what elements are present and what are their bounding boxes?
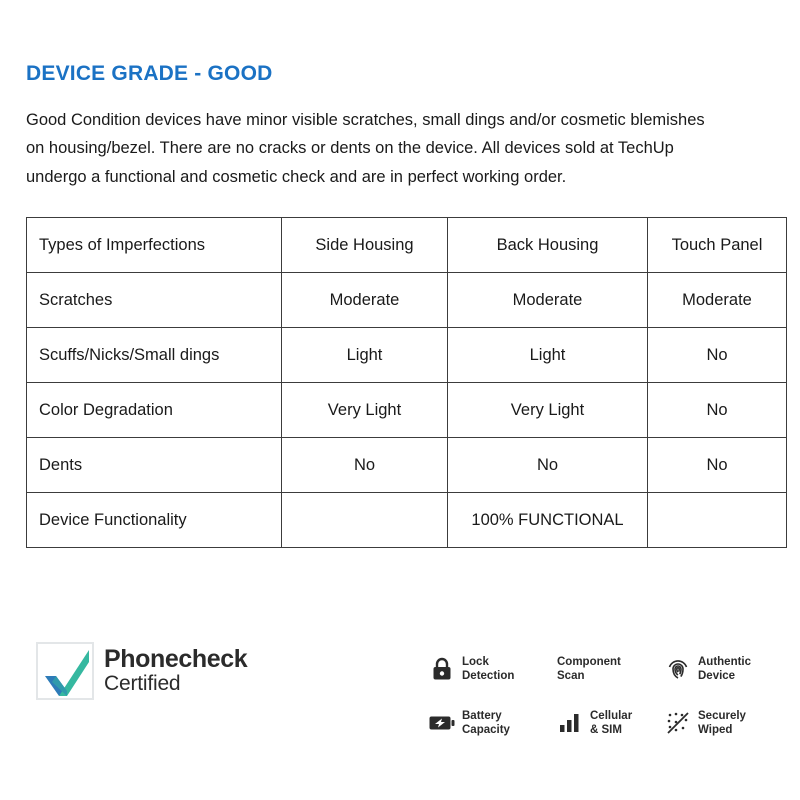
feature-label [698,709,746,738]
wiped-icon [665,710,691,736]
phonecheck-wordmark [104,646,247,696]
feature-line-1: Securely [698,709,746,722]
cell-scratches-touch: Moderate [648,273,787,328]
row-label-color-degradation: Color Degradation [27,383,282,438]
row-label-dents: Dents [27,438,282,493]
checkmark-badge [36,642,94,700]
feature-line-1: Battery [462,709,502,722]
phonecheck-certified-logo [36,642,247,700]
feature-component-scan [557,644,665,694]
feature-cellular-sim [557,698,665,748]
table-row [27,438,787,493]
feature-label [462,709,510,738]
column-header-back-housing: Back Housing [448,218,648,273]
table-row [27,328,787,383]
feature-line-2: & SIM [590,724,622,736]
cell-scuffs-back: Light [448,328,648,383]
cell-scuffs-side: Light [282,328,448,383]
checkmark-icon [45,650,89,696]
cell-color-side: Very Light [282,383,448,438]
certification-features [429,644,789,748]
footer [24,632,776,752]
lock-icon [429,656,455,682]
cell-dents-side: No [282,438,448,493]
cell-color-touch: No [648,383,787,438]
feature-line-1: Authentic [698,655,752,668]
table-row [27,383,787,438]
logo-line-1: Phonecheck [104,645,248,674]
feature-line-2: Device [698,670,736,682]
row-label-scratches: Scratches [27,273,282,328]
table-row [27,273,787,328]
cell-scuffs-touch: No [648,328,787,383]
table-row [27,493,787,548]
intro-paragraph: Good Condition devices have minor visible scratches, small dings and/or cosmetic blemishes on housing/bezel. There are no cracks or dents on the device. All devices sold at TechUp undergo a functional and cosmetic check and are in perfect working order. [26,111,705,186]
table-header-row [27,218,787,273]
cell-dents-back: No [448,438,648,493]
feature-label [590,709,632,738]
feature-line-1: Cellular [590,709,633,722]
cell-dents-touch: No [648,438,787,493]
feature-securely-wiped [665,698,789,748]
feature-line-2: Scan [557,670,585,682]
cell-scratches-back: Moderate [448,273,648,328]
fingerprint-icon [665,656,691,682]
feature-label [557,655,621,684]
cell-color-back: Very Light [448,383,648,438]
feature-authentic-device [665,644,789,694]
feature-line-1: Component [557,655,621,668]
page-title: DEVICE GRADE - GOOD [26,62,273,85]
cell-functionality-back: 100% FUNCTIONAL [448,493,648,548]
signal-bars-icon [557,710,583,736]
battery-icon [429,710,455,736]
column-header-types: Types of Imperfections [27,218,282,273]
feature-line-2: Capacity [462,724,510,736]
cell-functionality-touch [648,493,787,548]
cell-functionality-side [282,493,448,548]
column-header-touch-panel: Touch Panel [648,218,787,273]
feature-label [698,655,751,684]
row-label-device-functionality: Device Functionality [27,493,282,548]
feature-lock-detection [429,644,557,694]
feature-battery-capacity [429,698,557,748]
feature-line-2: Wiped [698,724,733,736]
imperfections-table [26,217,787,548]
cell-scratches-side: Moderate [282,273,448,328]
feature-line-2: Detection [462,670,515,682]
column-header-side-housing: Side Housing [282,218,448,273]
feature-label [462,655,514,684]
logo-line-2: Certified [104,672,181,696]
row-label-scuffs: Scuffs/Nicks/Small dings [27,328,282,383]
feature-line-1: Lock [462,655,489,668]
